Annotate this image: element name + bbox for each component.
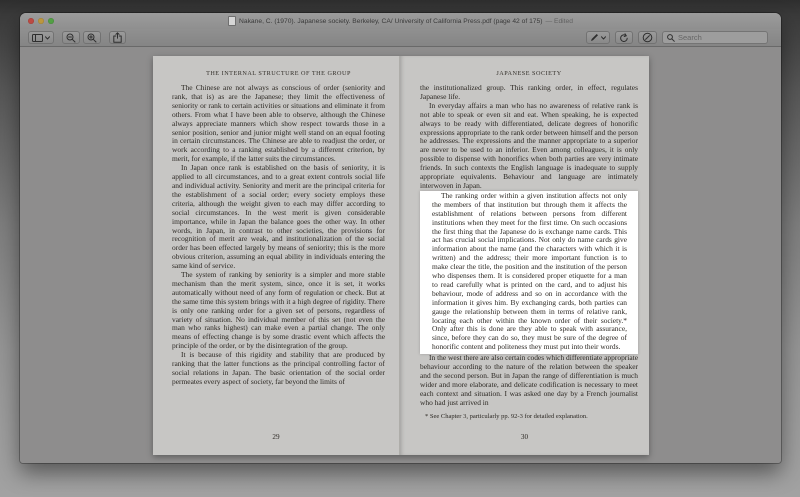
sidebar-icon (32, 34, 43, 42)
zoom-out-button[interactable] (62, 31, 80, 44)
markup-pen-button[interactable] (586, 31, 610, 44)
share-button[interactable] (109, 31, 126, 44)
zoom-in-icon (87, 33, 97, 43)
paragraph: the institutionalized group. This ranking order, in effect, regulates Japanese life. (420, 83, 638, 101)
paragraph: The system of ranking by seniority is a simpler and more stable mechanism than the merit system, since, once it is set, it works automatically without need of any form of regulation or check. But at the same time this system brings with it a high degree of rigidity. There is only one ranking order for a given set of persons, regardless of variety of situation. No individual member of this set (not even the man who ranks highest) can make even a partial change. The only means of effecting change is by some drastic event which affects the principle of the order, or by the disintegration of the group. (172, 270, 385, 351)
chevron-down-icon (45, 36, 50, 40)
paragraph: In Japan once rank is established on the basis of seniority, it is applied to all circumstances, and to a great extent controls social life and individual activity. Seniority and merit are the principal criteria for the establishment of a social order; every society employs these criteria, although the weight given to each may differ according to social circumstances. In the west merit is given considerable importance, while in Japan the balance goes the other way. In other words, in Japan, in contrast to other societies, the provisions for recognition of merit are weak, and institutionalization of the social order has been effected largely by means of seniority; this is the more obvious criterion, assuming an equal ability in individuals entering the same kind of service. (172, 163, 385, 271)
sidebar-toggle-button[interactable] (28, 31, 54, 44)
search-field[interactable] (662, 31, 768, 44)
left-page-header: THE INTERNAL STRUCTURE OF THE GROUP (206, 70, 351, 77)
rotate-button[interactable] (615, 31, 633, 44)
minimize-button[interactable] (38, 18, 44, 24)
markup-toolbar-button[interactable] (638, 31, 657, 44)
pen-icon (590, 33, 599, 42)
footnote: * See Chapter 3, particularly pp. 92-3 for detailed explanation. (425, 412, 588, 420)
chevron-down-icon (601, 36, 606, 40)
pdf-page-30 (400, 56, 649, 455)
paragraph: In the west there are also certain codes which differentiate appropriate behaviour according to the nature of the relation between the speaker and the second person. But in Japan the range of differentiation is much wider and more elaborate, and delicate codification is necessary to meet each context and situation. I was asked one day by a French journalist who had just arrived in (420, 353, 638, 407)
fullscreen-button[interactable] (48, 18, 54, 24)
close-button[interactable] (28, 18, 34, 24)
search-input[interactable] (678, 33, 763, 42)
pdf-content-area (20, 47, 781, 463)
right-page-header: JAPANESE SOCIETY (496, 70, 562, 77)
preview-window (20, 13, 781, 463)
zoom-in-button[interactable] (83, 31, 101, 44)
share-icon (113, 32, 122, 43)
zoom-out-icon (66, 33, 76, 43)
paragraph: The Chinese are not always as conscious of order (seniority and rank, that is) as are the Japanese; they limit the effectiveness of seniority or rank to certain activities or situations and eliminate it from others. From what I have been able to observe, although the Chinese always appreciate manners which show respect towards those in a senior position, senior and junior might well stand on an equal footing in certain circumstances. The Chinese are able to readjust the order, or work according to a ranking established by a different criterion, by merit, for example, if the latter suits the circumstances. (172, 83, 385, 164)
page-number-right: 30 (520, 433, 529, 441)
search-icon (667, 29, 675, 47)
toolbar (20, 29, 781, 47)
paragraph: It is because of this rigidity and stability that are produced by ranking that the latter functions as the principal controlling factor of social relations in Japan. The basic orientation of the social order permeates every aspect of society, far beyond the limits of (172, 350, 385, 386)
window-title-text: Nakane, C. (1970). Japanese society. Berkeley, CA/ University of California Press.pdf (page 42 of 175) (239, 17, 543, 25)
document-proxy-icon (228, 16, 236, 26)
pen-circle-icon (642, 32, 653, 43)
page-spread (153, 56, 649, 455)
window-title (228, 16, 573, 26)
paragraph: In everyday affairs a man who has no awareness of relative rank is not able to speak or even sit and eat. When speaking, he is expected always to be ready with differentiated, delicate degrees of honorific expressions appropriate to the rank order between himself and the person he addresses. The expressions and the manner appropriate to a superior are never to be used to an inferior. Even among colleagues, it is only possible to dispense with honorifics when both parties are very intimate friends. In such contexts the English language is inadequate to supply appropriate equivalents. Behaviour and language are intimately interwoven in Japan. (420, 100, 638, 190)
traffic-lights (28, 18, 54, 24)
titlebar (20, 13, 781, 29)
rotate-icon (619, 33, 629, 43)
edited-badge: — Edited (545, 17, 573, 25)
pdf-page-29 (153, 56, 400, 455)
page-number-left: 29 (272, 433, 280, 441)
highlighted-paragraph[interactable]: The ranking order within a given institution affects not only the members of that institution but through them it affects the establishment of relations between persons from different institutions when they meet for the first time. On such occasions the first thing that the Japanese do is exchange name cards. This act has crucial social implications. Not only do name cards give information about the name (and the characters with which it is written) and the address; their more important function is to make clear the title, the position and the institution of the person who dispenses them. It is considered proper etiquette for a man to read carefully what is printed on the card, and to adjust his behaviour, mode of address and so on in accordance with the information it gives him. By exchanging cards, both parties can gauge the relationship between them in terms of relative rank, locating each other within the known order of their society.* Only after this is done are they able to speak with assurance, since, before they can do so, they must be sure of the degree of honorific content and politeness they must put into their words. (420, 191, 638, 354)
